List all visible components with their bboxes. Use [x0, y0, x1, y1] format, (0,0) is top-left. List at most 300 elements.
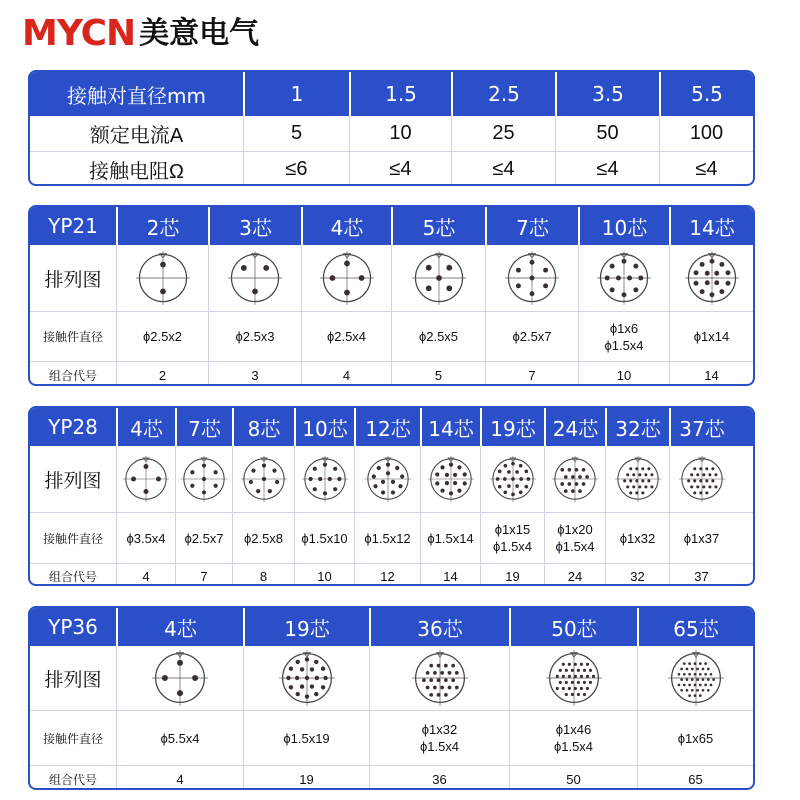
- connector-14-pin-icon: [427, 455, 475, 503]
- combo-code-value: 2: [116, 362, 208, 386]
- core-count-header: 7芯: [485, 207, 578, 245]
- pin-diameter-cell: [294, 513, 354, 563]
- current-value: 25: [451, 116, 555, 151]
- layout-diagram-cell: [485, 245, 578, 311]
- pin-dot: [610, 287, 615, 292]
- pin-dot: [344, 261, 350, 267]
- series-label: YP21: [48, 214, 98, 238]
- connector-5-pin-icon: [411, 250, 467, 306]
- pin-diameter-value: ϕ1x65: [677, 730, 714, 746]
- pin-dot: [312, 487, 316, 491]
- pin-dot: [582, 468, 586, 472]
- pin-dot: [629, 491, 632, 494]
- pin-dot: [699, 479, 702, 482]
- pin-dot: [177, 690, 183, 696]
- combo-code-value: 4: [116, 766, 243, 790]
- pin-dot: [272, 469, 276, 473]
- pin-diameter-cell: [391, 312, 485, 361]
- pin-dot: [214, 484, 218, 488]
- current-value: 100: [659, 116, 753, 151]
- pin-dot: [526, 477, 530, 481]
- pin-dot: [447, 686, 451, 690]
- pin-dot: [693, 479, 696, 482]
- pin-diameter-cell: [243, 711, 369, 765]
- pin-dot: [693, 281, 698, 286]
- series-label: YP28: [48, 415, 98, 439]
- pin-dot: [429, 664, 433, 668]
- layout-row: [30, 646, 753, 710]
- pin-dot: [687, 479, 690, 482]
- pin-dot: [309, 667, 313, 671]
- pin-dot: [706, 668, 709, 671]
- core-count-header: 3芯: [208, 207, 301, 245]
- pin-dot: [462, 481, 466, 485]
- combo-code-value: 19: [243, 766, 369, 790]
- pin-dot: [144, 489, 149, 494]
- pin-diameter-label: 接触件直径: [42, 731, 103, 746]
- diameter-value: 2.5: [451, 72, 555, 116]
- pin-dot: [288, 685, 292, 689]
- combo-code-label: 组合代号: [48, 569, 97, 584]
- pin-diameter-cell: [301, 312, 391, 361]
- pin-dot: [576, 669, 579, 672]
- pin-dot: [530, 260, 535, 265]
- pin-dot: [323, 676, 327, 680]
- pin-diameter-value: ϕ3.5x4: [126, 530, 166, 546]
- pin-diameter-value: ϕ1.5x4: [492, 539, 533, 554]
- series-header-row: [30, 408, 753, 446]
- pin-dot: [390, 480, 394, 484]
- pin-dot: [638, 485, 641, 488]
- layout-diagram-cell: [232, 446, 294, 512]
- pin-dot: [451, 664, 455, 668]
- pin-dot: [564, 681, 567, 684]
- pin-dot: [635, 467, 638, 470]
- pin-dot: [263, 265, 269, 271]
- pin-dot: [638, 276, 643, 281]
- pin-dot: [462, 472, 466, 476]
- pin-dot: [616, 276, 621, 281]
- pin-dot: [690, 485, 693, 488]
- pin-diameter-value: ϕ1x32: [619, 530, 656, 546]
- pin-dot: [252, 289, 258, 295]
- pin-dot: [696, 473, 699, 476]
- layout-label: 排列图: [44, 268, 102, 291]
- pin-dot: [698, 684, 701, 687]
- core-count-header: 65芯: [637, 608, 753, 646]
- pin-dot: [564, 669, 567, 672]
- combo-code-value: 37: [669, 564, 733, 586]
- pin-dot: [690, 678, 693, 681]
- pin-diameter-cell: [232, 513, 294, 563]
- pin-dot: [585, 663, 588, 666]
- pin-dot: [706, 689, 709, 692]
- pin-diameter-cell: [369, 711, 509, 765]
- layout-diagram-cell: [369, 646, 509, 710]
- layout-diagram-cell: [480, 446, 544, 512]
- pin-dot: [701, 689, 704, 692]
- spec-header-row: [30, 72, 753, 116]
- pin-dot: [688, 662, 691, 665]
- pin-dot: [677, 673, 680, 676]
- core-count-header: 10芯: [294, 408, 354, 446]
- combo-code-row: [30, 765, 753, 790]
- pin-dot: [503, 464, 507, 468]
- resistance-value: ≤4: [451, 152, 555, 186]
- pin-dot: [444, 693, 448, 697]
- pin-diameter-cell: [637, 711, 753, 765]
- combo-code-label: 组合代号: [48, 772, 97, 787]
- pin-dot: [454, 686, 458, 690]
- pin-dot: [294, 676, 298, 680]
- pin-dot: [385, 471, 389, 475]
- combo-code-value: 5: [391, 362, 485, 386]
- pin-dot: [503, 477, 507, 481]
- pin-diameter-value: ϕ1x14: [693, 329, 730, 344]
- pin-dot: [585, 675, 588, 678]
- core-count-header: 24芯: [544, 408, 605, 446]
- pin-dot: [190, 484, 194, 488]
- combo-code-value: 8: [232, 564, 294, 586]
- pin-dot: [560, 482, 564, 486]
- pin-dot: [696, 668, 699, 671]
- connector-24-pin-icon: [551, 455, 599, 503]
- layout-diagram-cell: [509, 646, 637, 710]
- pin-dot: [376, 466, 380, 470]
- pin-dot: [685, 668, 688, 671]
- pin-dot: [647, 479, 650, 482]
- diameter-value: 1: [243, 72, 349, 116]
- pin-diameter-label: 接触件直径: [42, 330, 103, 344]
- pin-dot: [457, 489, 461, 493]
- current-value: 50: [555, 116, 659, 151]
- pin-dot: [575, 468, 579, 472]
- pin-dot: [680, 668, 683, 671]
- combo-code-value: 19: [480, 564, 544, 586]
- pin-dot: [156, 477, 161, 482]
- pin-dot: [312, 467, 316, 471]
- core-count-header: 19芯: [243, 608, 369, 646]
- pin-dot: [698, 662, 701, 665]
- layout-diagram-cell: [420, 446, 480, 512]
- resistance-value: ≤6: [243, 152, 349, 186]
- connector-4-pin-icon: [319, 250, 375, 306]
- pin-diameter-label: 接触件直径: [42, 531, 103, 546]
- pin-dot: [515, 470, 519, 474]
- brand-logo: [22, 14, 259, 54]
- pin-dot: [344, 290, 350, 296]
- resistance-value: ≤4: [555, 152, 659, 186]
- layout-diagram-cell: [175, 446, 232, 512]
- combo-code-value: 24: [544, 564, 605, 586]
- pin-dot: [435, 481, 439, 485]
- pin-dot: [558, 681, 561, 684]
- pin-dot: [688, 684, 691, 687]
- pin-diameter-value: ϕ1.5x10: [301, 530, 348, 546]
- pin-dot: [567, 663, 570, 666]
- resistance-value: ≤4: [659, 152, 753, 186]
- pin-dot: [564, 475, 568, 479]
- pin-dot: [433, 686, 437, 690]
- pin-dot: [446, 285, 452, 291]
- pin-dot: [568, 482, 572, 486]
- pin-dot: [304, 694, 308, 698]
- pin-diameter-cell: [175, 513, 232, 563]
- connector-14-pin-icon: [684, 250, 740, 306]
- combo-code-value: 36: [369, 766, 509, 790]
- core-count-header: 5芯: [391, 207, 485, 245]
- pin-dot: [202, 477, 206, 481]
- pin-dot: [680, 678, 683, 681]
- combo-code-value: 3: [208, 362, 301, 386]
- pin-dot: [516, 283, 521, 288]
- pin-dot: [318, 477, 322, 481]
- pin-dot: [518, 490, 522, 494]
- pin-dot: [446, 265, 452, 271]
- pin-dot: [144, 464, 149, 469]
- pin-dot: [202, 463, 206, 467]
- pin-diameter-cell: [480, 513, 544, 563]
- pin-dot: [699, 467, 702, 470]
- pin-dot: [560, 468, 564, 472]
- connector-19-pin-icon: [489, 455, 537, 503]
- pin-dot: [567, 675, 570, 678]
- pin-dot: [308, 477, 312, 481]
- layout-diagram-cell: [301, 245, 391, 311]
- layout-diagram-cell: [294, 446, 354, 512]
- pin-dot: [705, 479, 708, 482]
- pin-dot: [705, 467, 708, 470]
- core-count-header: 8芯: [232, 408, 294, 446]
- pin-dot: [524, 469, 528, 473]
- pin-dot: [711, 479, 714, 482]
- pin-dot: [641, 467, 644, 470]
- pin-dot: [436, 693, 440, 697]
- pin-dot: [571, 475, 575, 479]
- layout-diagram-cell: [669, 446, 733, 512]
- pin-dot: [568, 468, 572, 472]
- diameter-value: 3.5: [555, 72, 659, 116]
- pin-dot: [436, 275, 442, 281]
- pin-dot: [644, 473, 647, 476]
- layout-label: 排列图: [44, 668, 102, 691]
- pin-dot: [192, 675, 198, 681]
- pin-dot: [160, 262, 166, 268]
- pin-dot: [457, 465, 461, 469]
- core-count-header: 2芯: [116, 207, 208, 245]
- pin-dot: [573, 675, 576, 678]
- pin-dot: [579, 675, 582, 678]
- pin-dot: [436, 664, 440, 668]
- core-count-header: 32芯: [605, 408, 669, 446]
- pin-diameter-cell: [669, 312, 753, 361]
- pin-dot: [719, 289, 724, 294]
- pin-diameter-value: ϕ1x15: [494, 522, 531, 537]
- connector-7-pin-icon: [180, 455, 228, 503]
- layout-row: [30, 446, 753, 512]
- pin-dot: [162, 675, 168, 681]
- pin-dot: [444, 678, 448, 682]
- pin-dot: [704, 271, 709, 276]
- pin-dot: [322, 462, 326, 466]
- contact-diameter-label: 接触对直径mm: [67, 83, 206, 108]
- pin-dot: [503, 490, 507, 494]
- core-count-header: 12芯: [354, 408, 420, 446]
- series-header-row: [30, 608, 753, 646]
- pin-dot: [288, 667, 292, 671]
- pin-dot: [682, 673, 685, 676]
- pin-dot: [333, 467, 337, 471]
- combo-code-value: 10: [578, 362, 669, 386]
- pin-diameter-cell: [354, 513, 420, 563]
- combo-code-value: 14: [420, 564, 480, 586]
- pin-dot: [333, 487, 337, 491]
- pin-diameter-value: ϕ2.5x8: [243, 530, 284, 546]
- pin-dot: [452, 473, 456, 477]
- pin-dot: [685, 678, 688, 681]
- pin-dot: [693, 491, 696, 494]
- pin-dot: [693, 694, 696, 697]
- pin-dot: [530, 276, 535, 281]
- pin-dot: [433, 671, 437, 675]
- pin-dot: [295, 660, 299, 664]
- pin-dot: [708, 473, 711, 476]
- pin-dot: [725, 270, 730, 275]
- pin-dot: [688, 694, 691, 697]
- connector-2-pin-icon: [135, 250, 191, 306]
- pin-dot: [314, 676, 318, 680]
- pin-dot: [579, 687, 582, 690]
- layout-row: [30, 245, 753, 311]
- pin-diameter-value: ϕ2.5x3: [235, 329, 275, 344]
- pin-dot: [380, 480, 384, 484]
- layout-diagram-cell: [605, 446, 669, 512]
- pin-dot: [578, 475, 582, 479]
- pin-dot: [425, 285, 431, 291]
- core-count-header: 4芯: [116, 608, 243, 646]
- pin-diameter-value: ϕ1.5x4: [553, 739, 594, 754]
- pin-dot: [448, 462, 452, 466]
- pin-dot: [696, 678, 699, 681]
- pin-dot: [626, 485, 629, 488]
- connector-32-pin-icon: [614, 455, 662, 503]
- pin-dot: [714, 271, 719, 276]
- pin-diameter-cell: [509, 711, 637, 765]
- pin-diameter-value: ϕ2.5x5: [418, 329, 459, 344]
- pin-dot: [704, 684, 707, 687]
- pin-dot: [622, 259, 627, 264]
- pin-dot: [329, 275, 335, 281]
- pin-dot: [511, 493, 515, 497]
- pin-dot: [202, 490, 206, 494]
- pin-dot: [267, 489, 271, 493]
- yp21-table: [28, 205, 755, 386]
- combo-code-value: 4: [301, 362, 391, 386]
- pin-dot: [588, 669, 591, 672]
- pin-dot: [632, 473, 635, 476]
- pin-diameter-cell: [485, 312, 578, 361]
- pin-dot: [582, 681, 585, 684]
- connector-4-pin-icon: [151, 649, 209, 707]
- pin-dot: [582, 693, 585, 696]
- pin-diameter-cell: [669, 513, 733, 563]
- pin-diameter-cell: [544, 513, 605, 563]
- pin-dot: [693, 467, 696, 470]
- pin-dot: [543, 283, 548, 288]
- pin-dot: [650, 485, 653, 488]
- pin-dot: [314, 660, 318, 664]
- layout-diagram-cell: [116, 646, 243, 710]
- pin-dot: [579, 663, 582, 666]
- pin-dot: [690, 473, 693, 476]
- pin-dot: [591, 675, 594, 678]
- pin-dot: [709, 259, 714, 264]
- pin-dot: [578, 489, 582, 493]
- pin-dot: [451, 678, 455, 682]
- pin-dot: [429, 678, 433, 682]
- combo-code-value: 32: [605, 564, 669, 586]
- core-count-header: 10芯: [578, 207, 669, 245]
- pin-dot: [390, 490, 394, 494]
- pin-dot: [696, 689, 699, 692]
- yp36-table: [28, 606, 755, 790]
- pin-dot: [518, 464, 522, 468]
- pin-dot: [570, 693, 573, 696]
- pin-dot: [585, 687, 588, 690]
- combo-code-value: 10: [294, 564, 354, 586]
- pin-dot: [570, 669, 573, 672]
- connector-8-pin-icon: [240, 455, 288, 503]
- pin-dot: [190, 470, 194, 474]
- pin-diameter-cell: [116, 513, 175, 563]
- pin-dot: [677, 684, 680, 687]
- pin-diameter-value: ϕ2.5x4: [326, 329, 367, 344]
- combo-code-value: 12: [354, 564, 420, 586]
- pin-diameter-cell: [116, 711, 243, 765]
- combo-code-value: 50: [509, 766, 637, 790]
- pin-dot: [698, 694, 701, 697]
- pin-dot: [564, 489, 568, 493]
- pin-dot: [638, 473, 641, 476]
- pin-dot: [680, 689, 683, 692]
- pin-dot: [698, 673, 701, 676]
- combo-code-label: 组合代号: [48, 368, 97, 383]
- pin-dot: [530, 291, 535, 296]
- pin-dot: [380, 490, 384, 494]
- pin-dot: [511, 477, 515, 481]
- current-value: 5: [243, 116, 349, 151]
- connector-3-pin-icon: [227, 250, 283, 306]
- pin-diameter-cell: [208, 312, 301, 361]
- pin-dot: [714, 485, 717, 488]
- series-label: YP36: [48, 615, 98, 639]
- layout-diagram-cell: [208, 245, 301, 311]
- pin-dot: [626, 473, 629, 476]
- pin-diameter-cell: [605, 513, 669, 563]
- layout-diagram-cell: [243, 646, 369, 710]
- pin-dot: [573, 663, 576, 666]
- pin-dot: [371, 474, 375, 478]
- pin-dot: [322, 491, 326, 495]
- pin-dot: [373, 484, 377, 488]
- pin-dot: [444, 473, 448, 477]
- resistance-value: ≤4: [349, 152, 451, 186]
- pin-dot: [444, 664, 448, 668]
- pin-dot: [629, 479, 632, 482]
- pin-dot: [709, 673, 712, 676]
- connector-37-pin-icon: [678, 455, 726, 503]
- pin-dot: [704, 673, 707, 676]
